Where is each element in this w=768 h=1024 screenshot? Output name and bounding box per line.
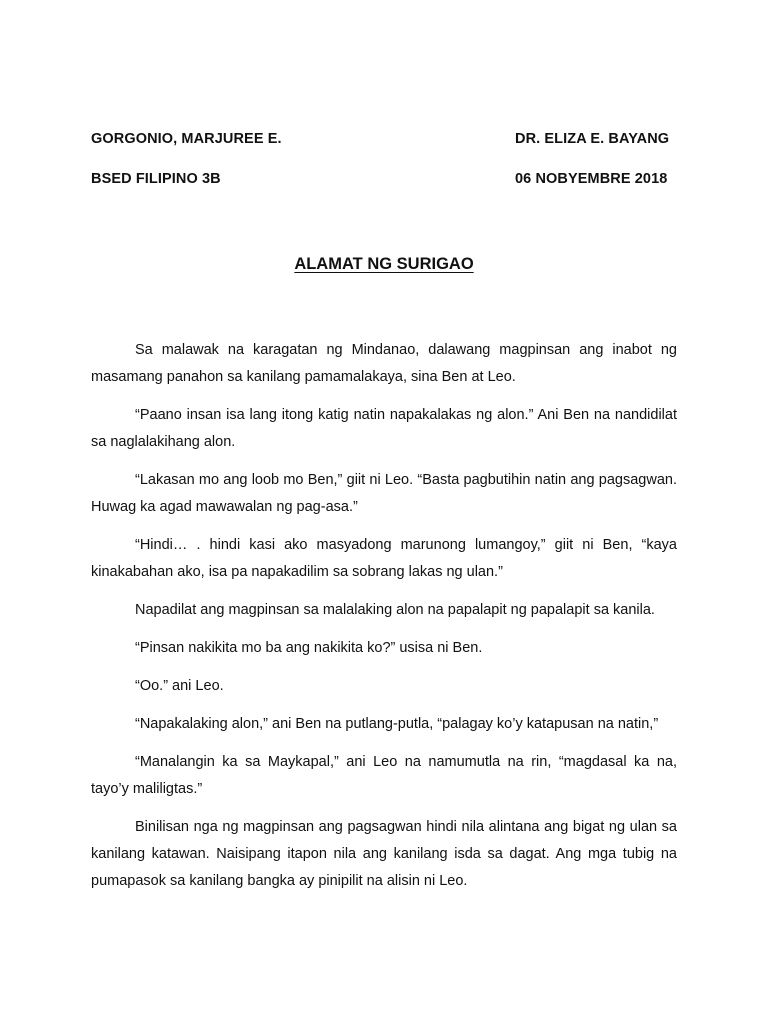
paragraph: “Paano insan isa lang itong katig natin napakalakas ng alon.” Ani Ben na nandidilat sa naglalakihang alon. — [91, 407, 677, 450]
date: 06 NOBYEMBRE 2018 — [515, 171, 668, 187]
header-row-1 — [91, 131, 677, 147]
professor-name: DR. ELIZA E. BAYANG — [515, 131, 670, 147]
paragraph: “Manalangin ka sa Maykapal,” ani Leo na namumutla na rin, “magdasal ka na, tayo’y maliligtas.” — [91, 754, 677, 797]
paragraph: Napadilat ang magpinsan sa malalaking alon na papalapit ng papalapit sa kanila. — [135, 602, 655, 618]
paragraph: Sa malawak na karagatan ng Mindanao, dalawang magpinsan ang inabot ng masamang panahon sa kanilang pamamalakaya, sina Ben at Leo. — [91, 342, 677, 385]
paragraph: “Napakalaking alon,” ani Ben na putlang-putla, “palagay ko’y katapusan na natin,” — [135, 716, 659, 732]
paragraph: Binilisan nga ng magpinsan ang pagsagwan hindi nila alintana ang bigat ng ulan sa kanilang katawan. Naisipang itapon nila ang kanilang isda sa dagat. Ang mga tubig na pumapasok sa kanilang bangka ay pinipilit na alisin ni Leo. — [91, 819, 677, 889]
paragraph: “Hindi… . hindi kasi ako masyadong marunong lumangoy,” giit ni Ben, “kaya kinakabahan ako, isa pa napakadilim sa sobrang lakas ng ulan.” — [91, 537, 677, 580]
document-body — [91, 337, 677, 906]
paragraph: “Oo.” ani Leo. — [135, 678, 224, 694]
document-title-wrap — [0, 255, 768, 274]
document-title: ALAMAT NG SURIGAO — [294, 255, 474, 273]
paragraph: “Pinsan nakikita mo ba ang nakikita ko?” usisa ni Ben. — [135, 640, 483, 656]
student-name: GORGONIO, MARJUREE E. — [91, 131, 282, 147]
paragraph: “Lakasan mo ang loob mo Ben,” giit ni Leo. “Basta pagbutihin natin ang pagsagwan. Huwag ka agad mawawalan ng pag-asa.” — [91, 472, 677, 515]
header-row-2 — [91, 171, 677, 187]
course: BSED FILIPINO 3B — [91, 171, 221, 187]
